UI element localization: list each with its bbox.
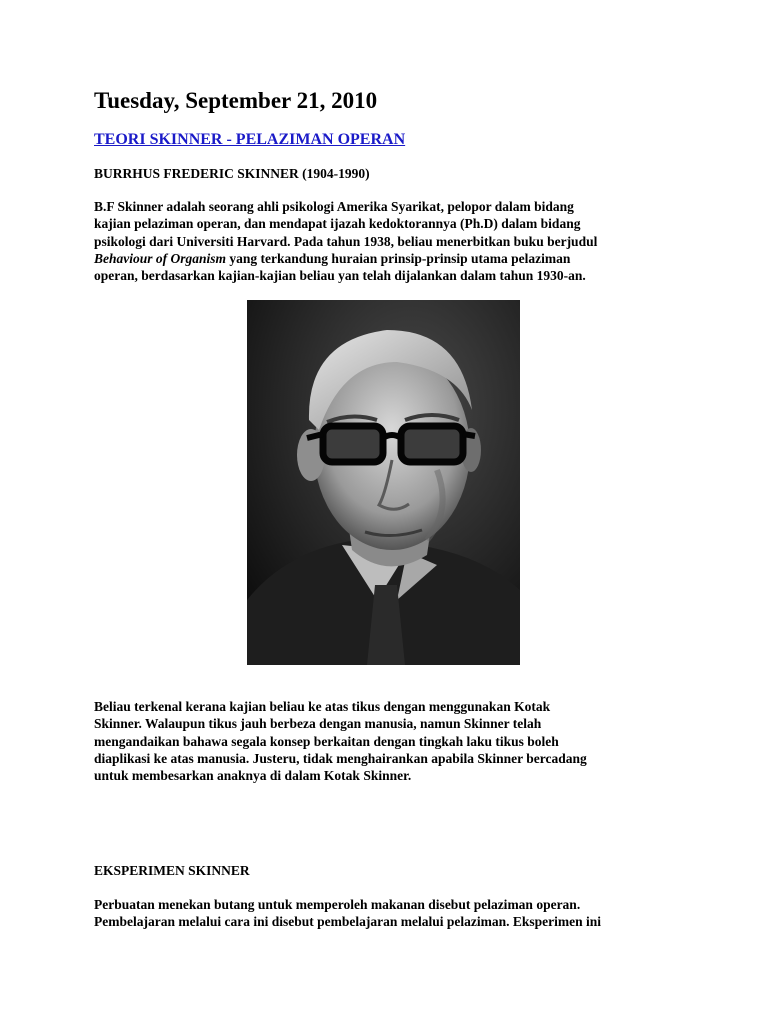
paragraph-line: Skinner. Walaupun tikus jauh berbeza dengan manusia, namun Skinner telah <box>94 716 542 732</box>
paragraph-line: kajian pelaziman operan, dan mendapat ijazah kedoktorannya (Ph.D) dalam bidang <box>94 216 581 232</box>
section-heading-experiment: EKSPERIMEN SKINNER <box>94 863 250 878</box>
paragraph-line: mengandaikan bahawa segala konsep berkaitan dengan tingkah laku tikus boleh <box>94 733 559 749</box>
paragraph-line: operan, berdasarkan kajian-kajian beliau yan telah dijalankan dalam tahun 1930-an. <box>94 268 586 284</box>
paragraph-line: untuk membesarkan anaknya di dalam Kotak Skinner. <box>94 768 412 784</box>
portrait-photo <box>247 300 520 665</box>
paragraph-experiment <box>94 896 694 931</box>
post-title-link[interactable]: TEORI SKINNER - PELAZIMAN OPERAN <box>94 131 406 148</box>
portrait-illustration <box>247 300 520 665</box>
paragraph-line: Pembelajaran melalui cara ini disebut pembelajaran melalui pelaziman. Eksperimen ini <box>94 914 601 930</box>
paragraph-introduction <box>94 198 694 284</box>
paragraph-line: Perbuatan menekan butang untuk memperoleh makanan disebut pelaziman operan. <box>94 897 581 912</box>
paragraph-skinner-box <box>94 698 694 784</box>
paragraph-line: diaplikasi ke atas manusia. Justeru, tidak menghairankan apabila Skinner bercadang <box>94 750 587 766</box>
paragraph-line: Beliau terkenal kerana kajian beliau ke atas tikus dengan menggunakan Kotak <box>94 699 551 714</box>
paragraph-line <box>94 250 694 267</box>
book-title: Behaviour of Organism <box>94 250 227 266</box>
paragraph-line: psikologi dari Universiti Harvard. Pada tahun 1938, beliau menerbitkan buku berjudul <box>94 233 598 249</box>
paragraph-line-rest: yang terkandung huraian prinsip-prinsip utama pelaziman <box>226 250 571 266</box>
post-date: Tuesday, September 21, 2010 <box>94 88 378 113</box>
section-heading-biography: BURRHUS FREDERIC SKINNER (1904-1990) <box>94 166 370 181</box>
paragraph-line: B.F Skinner adalah seorang ahli psikologi Amerika Syarikat, pelopor dalam bidang <box>94 199 574 214</box>
